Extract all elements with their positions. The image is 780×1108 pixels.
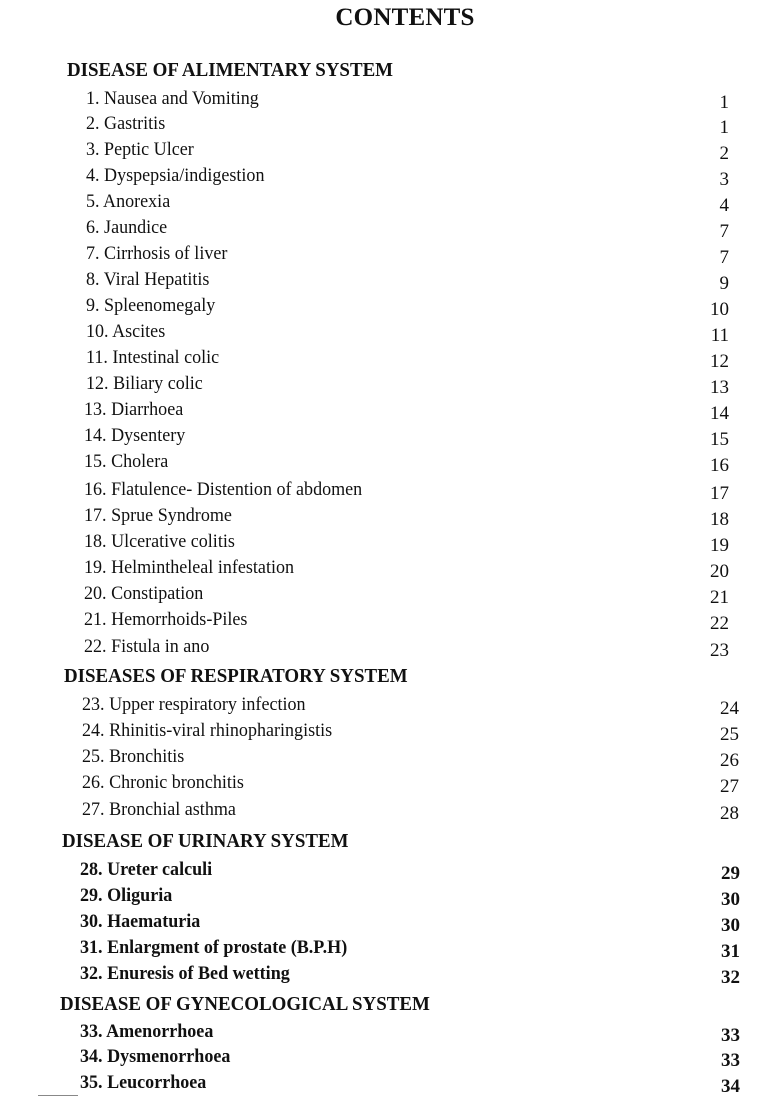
entry-label: 22. Fistula in ano [84, 636, 210, 657]
entry-label: 4. Dyspepsia/indigestion [86, 165, 265, 186]
entry-page-number: 32 [721, 967, 740, 988]
entry-page-number: 33 [721, 1025, 740, 1046]
section-heading-gynecological: DISEASE OF GYNECOLOGICAL SYSTEM [60, 994, 430, 1015]
entry-label: 18. Ulcerative colitis [84, 531, 235, 552]
entry-page-number: 20 [710, 561, 729, 582]
entry-page-number: 25 [720, 724, 739, 745]
entry-label: 2. Gastritis [86, 113, 166, 134]
entry-page-number: 2 [719, 143, 729, 164]
entry-label: 28. Ureter calculi [80, 859, 213, 880]
entry-label: 20. Constipation [84, 583, 204, 604]
entry-page-number: 24 [720, 698, 739, 719]
entry-label: 29. Oliguria [80, 885, 173, 906]
entry-page-number: 34 [721, 1076, 740, 1097]
entry-page-number: 22 [710, 613, 729, 634]
entry-label: 15. Cholera [84, 451, 169, 472]
entry-label: 1. Nausea and Vomiting [86, 88, 259, 109]
entry-label: 3. Peptic Ulcer [86, 139, 194, 160]
entry-label: 5. Anorexia [86, 191, 171, 212]
entry-label: 26. Chronic bronchitis [82, 772, 244, 793]
section-heading-urinary: DISEASE OF URINARY SYSTEM [62, 831, 349, 852]
entry-label: 11. Intestinal colic [86, 347, 220, 368]
entry-page-number: 11 [710, 325, 729, 346]
entry-label: 12. Biliary colic [86, 373, 203, 394]
entry-page-number: 31 [721, 941, 740, 962]
entry-label: 16. Flatulence- Distention of abdomen [84, 479, 363, 500]
entry-label: 19. Helmintheleal infestation [84, 557, 295, 578]
entry-label: 31. Enlargment of prostate (B.P.H) [80, 937, 348, 958]
entry-page-number: 3 [719, 169, 729, 190]
entry-page-number: 28 [720, 803, 739, 824]
entry-page-number: 33 [721, 1050, 740, 1071]
entry-page-number: 30 [721, 915, 740, 936]
entry-label: 35. Leucorrhoea [80, 1072, 207, 1093]
scan-artifact-line [38, 1095, 78, 1096]
entry-page-number: 4 [719, 195, 729, 216]
entry-page-number: 10 [710, 299, 729, 320]
entry-page-number: 18 [710, 509, 729, 530]
entry-label: 7. Cirrhosis of liver [86, 243, 228, 264]
entry-label: 25. Bronchitis [82, 746, 185, 767]
entry-label: 23. Upper respiratory infection [82, 694, 306, 715]
entry-label: 17. Sprue Syndrome [84, 505, 232, 526]
entry-page-number: 19 [710, 535, 729, 556]
entry-page-number: 1 [719, 117, 729, 138]
entry-page-number: 16 [710, 455, 729, 476]
entry-label: 13. Diarrhoea [84, 399, 184, 420]
entry-page-number: 17 [710, 483, 729, 504]
entry-page-number: 27 [720, 776, 739, 797]
entry-page-number: 7 [719, 221, 729, 242]
entry-label: 34. Dysmenorrhoea [80, 1046, 231, 1067]
entry-page-number: 23 [710, 640, 729, 661]
entry-label: 9. Spleenomegaly [86, 295, 216, 316]
entry-label: 8. Viral Hepatitis [86, 269, 210, 290]
entry-page-number: 12 [710, 351, 729, 372]
entry-page-number: 13 [710, 377, 729, 398]
section-heading-alimentary: DISEASE OF ALIMENTARY SYSTEM [67, 60, 394, 81]
entry-page-number: 21 [710, 587, 729, 608]
entry-page-number: 15 [710, 429, 729, 450]
entry-label: 14. Dysentery [84, 425, 186, 446]
entry-label: 32. Enuresis of Bed wetting [80, 963, 290, 984]
section-heading-respiratory: DISEASES OF RESPIRATORY SYSTEM [64, 666, 408, 687]
entry-page-number: 14 [710, 403, 729, 424]
entry-label: 10. Ascites [86, 321, 166, 342]
entry-label: 33. Amenorrhoea [80, 1021, 214, 1042]
entry-label: 21. Hemorrhoids-Piles [84, 609, 248, 630]
entry-label: 24. Rhinitis-viral rhinopharingistis [82, 720, 333, 741]
entry-page-number: 26 [720, 750, 739, 771]
page-title: CONTENTS [335, 4, 475, 31]
entry-label: 6. Jaundice [86, 217, 168, 238]
entry-page-number: 9 [719, 273, 729, 294]
entry-label: 27. Bronchial asthma [82, 799, 236, 820]
entry-page-number: 1 [719, 92, 729, 113]
entry-page-number: 7 [719, 247, 729, 268]
entry-page-number: 30 [721, 889, 740, 910]
entry-label: 30. Haematuria [80, 911, 201, 932]
entry-page-number: 29 [721, 863, 740, 884]
